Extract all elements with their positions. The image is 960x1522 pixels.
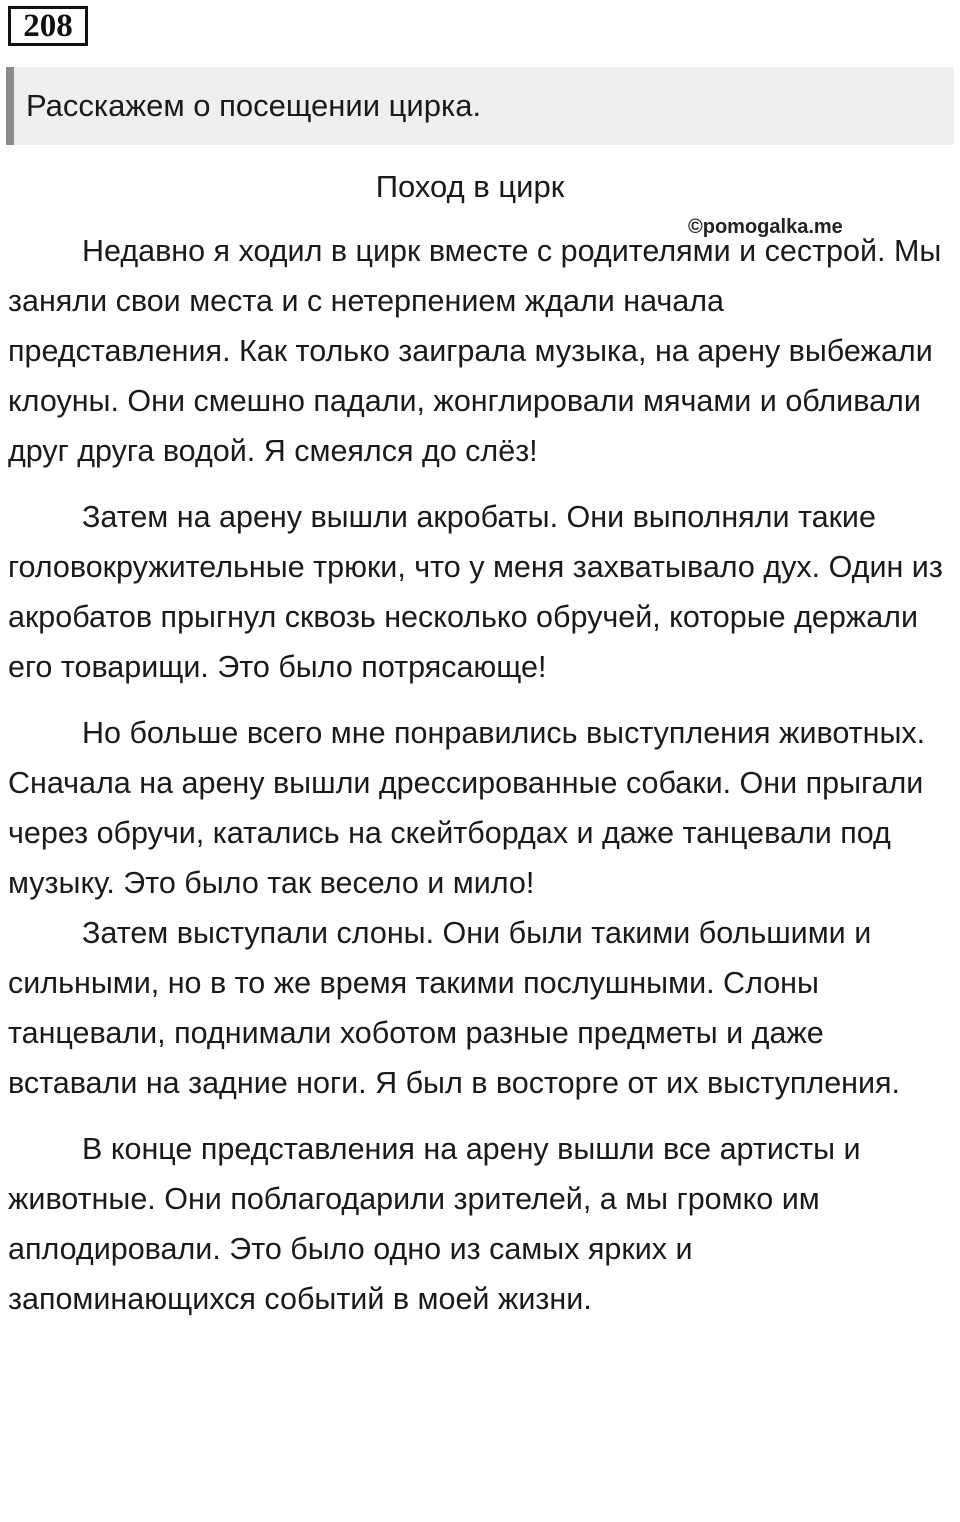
story-text bbox=[8, 226, 943, 1324]
story-paragraph-2: Затем на арену вышли акробаты. Они выполняли такие головокружительные трюки, что у меня захватывало дух. Один из акробатов прыгнул сквозь несколько обручей, которые держали его товарищи. Это было потрясающе! bbox=[8, 500, 943, 684]
story-paragraph-4: Затем выступали слоны. Они были такими большими и сильными, но в то же время такими послушными. Слоны танцевали, поднимали хоботом разные предметы и даже вставали на задние ноги. Я был в восторге от их выступления. bbox=[8, 916, 901, 1100]
exercise-number: 208 bbox=[8, 6, 88, 46]
task-text: Расскажем о посещении цирка. bbox=[26, 88, 482, 123]
watermark: ©pomogalka.me bbox=[688, 216, 843, 238]
story-paragraph-5: В конце представления на арену вышли все артисты и животные. Они поблагодарили зрителей, а мы громко им аплодировали. Это было одно из самых ярких и запоминающихся событий в моей жизни. bbox=[8, 1132, 861, 1316]
task-statement bbox=[6, 67, 954, 145]
story-paragraph-3: Но больше всего мне понравились выступления животных. Сначала на арену вышли дрессированные собаки. Они прыгали через обручи, катались на скейтбордах и даже танцевали под музыку. Это было так весело и мило! bbox=[8, 716, 926, 900]
story-title: Поход в цирк bbox=[375, 169, 565, 204]
story-paragraph-1: Недавно я ходил в цирк вместе с родителями и сестрой. Мы заняли свои места и с нетерпением ждали начала представления. Как только заиграла музыка, на арену выбежали клоуны. Они смешно падали, жонглировали мячами и обливали друг друга водой. Я смеялся до слёз! bbox=[8, 234, 942, 468]
